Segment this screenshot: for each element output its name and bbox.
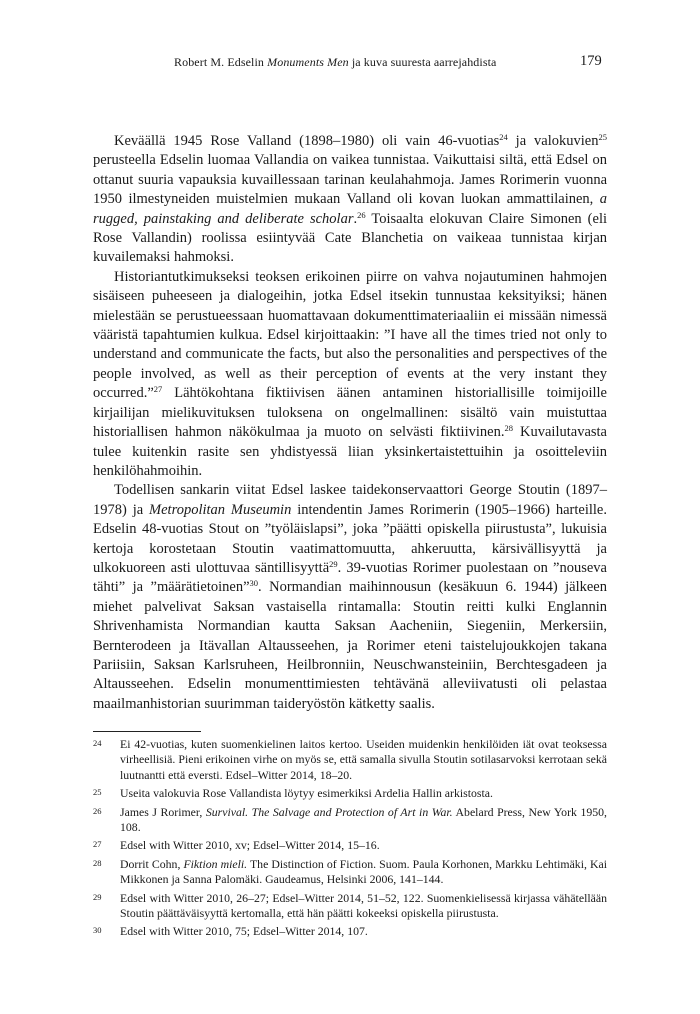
footnote	[93, 737, 607, 783]
running-subtitle: ja kuva suuresta aarrejahdista	[348, 55, 497, 69]
page-number: 179	[580, 53, 602, 69]
text-run: Kuvailutavasta tulee kuitenkin rasite sen yhdistyessä liian yksinkertaistettuihin ja osoitteleviin henkilöhahmoihin.	[93, 424, 607, 479]
italic-text: Survival. The Salvage and Protection of Art in War.	[205, 804, 453, 819]
text-run: Todellisen sankarin viitat Edsel laskee taidekonservaattori George Stoutin (1897–1978) ja	[93, 482, 607, 518]
italic-text: Metropolitan Museumin	[149, 501, 292, 518]
footnote-ref: 25	[598, 132, 607, 142]
text-run: . Normandian maihinnousun (kesäkuun 6. 1944) jälkeen miehet palvelivat Saksan vastaisella rintamalla: Stoutin reitti kulki Englannin Shrivenhamista Normandian kautta Saksan Aacheniin, Siegeniin, Merkersiin, Bernterodeen ja Itävallan Altausseehen, ja Rorimer eteni taistelujoukkojen takana Pariisiin, Saksan Karlsruheen, Heilbronniin, Neuschwansteiniin, Berchtesgadeen ja Altausseehen. Edselin monumenttimiesten tehtävänä alleviivatusti oli pelastaa maailmanhistorian suurimman taideryöstön kätketty saalis.	[93, 579, 607, 712]
footnote-number: 25	[93, 787, 102, 798]
running-author: Robert M. Edselin	[174, 55, 268, 69]
footnote-ref: 26	[357, 209, 366, 220]
italic-text: Fiktion mieli.	[183, 856, 248, 871]
text-run: intendentin James Rorimerin (1905–1966) harteille. Edselin 48-vuotias Stout on ”työläislapsi”, joka ”päätti opiskella piirustusta”, lukuisia kertoja korostetaan Stoutin vaatimattomuutta, ahkeruutta, kärsivällisyyttä ja ulkokuoreen asti ulottuvaa säntillisyyttä	[93, 501, 607, 576]
text-run: Abelard Press, New York 1950, 108.	[120, 804, 607, 835]
footnotes	[93, 737, 607, 943]
footnote	[93, 805, 607, 836]
footnote-number: 27	[93, 839, 102, 850]
body-text	[93, 132, 607, 714]
footnote	[93, 924, 607, 939]
footnote-number: 26	[93, 805, 102, 816]
paragraph	[93, 268, 607, 481]
footnote-number: 29	[93, 891, 102, 902]
paragraph	[93, 481, 607, 714]
text-run: Useita valokuvia Rose Vallandista löytyy esimerkiksi Ardelia Hallin arkistosta.	[120, 786, 493, 801]
text-run: Dorrit Cohn,	[120, 856, 184, 871]
footnote-ref: 24	[499, 132, 508, 142]
text-run: Historiantutkimukseksi teoksen erikoinen piirre on vahva nojautuminen hahmojen sisäiseen puheeseen ja dialogeihin, jotka Edsel itsekin tunnustaa keksityiksi; hänen mielestään se perustueessaan huomattavaan dokumenttimateriaaliin ei missään nimessä vääristä tapahtumien kulkua. Edsel kirjoittaakin: ”I have all the times tried not only to understand and communicate the facts, but also the personalities and perspectives of the people involved, as well as their perception of events at the very instant they occurred.”	[93, 268, 607, 402]
footnote-ref: 30	[249, 578, 259, 589]
text-run: .	[353, 210, 358, 227]
footnote	[93, 838, 607, 853]
footnote-ref: 29	[329, 558, 338, 569]
text-run: Lähtökohtana fiktiivisen äänen antaminen historiallisille toimijoille kirjailijan mielikuvituksen tuloksena on ongelmallinen: sisältö vain muistuttaa historiallisen hahmon näkökulmaa ja muoto on selvästi fiktiivinen.	[93, 385, 607, 441]
footnote	[93, 857, 607, 888]
text-run: ja valokuvien	[507, 133, 599, 149]
footnote-ref: 27	[153, 384, 163, 395]
running-title	[174, 55, 496, 70]
text-run: James J Rorimer,	[120, 804, 206, 819]
footnote-ref: 28	[504, 423, 513, 434]
text-run: Toisaalta elokuvan Claire Simonen (eli Rose Vallandin) roolissa esiintyvää Cate Blanchetia on vaikeaa tunnistaa kirjan kuvailemaksi hahmoksi.	[93, 210, 607, 266]
paragraph	[93, 132, 607, 268]
footnote	[93, 891, 607, 922]
footnote	[93, 786, 607, 801]
running-book-title: Monuments Men	[267, 55, 349, 69]
italic-text: a rugged, painstaking and deliberate scholar	[93, 191, 607, 227]
text-run: Ei 42-vuotias, kuten suomenkielinen laitos kertoo. Useiden muidenkin henkilöiden iät ovat teoksessa virheellisiä. Pieni erikoinen virhe on myös se, että samalla sivulla Stoutin sotilasarvoksi kerrotaan sekä luutnantti että eversti. Edsel–Witter 2014, 18–20.	[120, 737, 607, 782]
footnote-number: 24	[93, 738, 102, 748]
text-run: . 39-vuotias Rorimer puolestaan on ”nouseva tähti” ja ”määrätietoinen”	[93, 559, 607, 596]
footnote-rule	[93, 731, 201, 732]
text-run: Edsel with Witter 2010, 75; Edsel–Witter 2014, 107.	[120, 924, 368, 939]
footnote-number: 28	[93, 857, 102, 868]
text-run: Edsel with Witter 2010, 26–27; Edsel–Witter 2014, 51–52, 122. Suomenkielisessä kirjassa vähätellään Stoutin päättäväisyyttä kertomalla, että hän päätti kokeeksi opiskella piirustusta.	[120, 890, 607, 921]
running-header	[0, 53, 700, 73]
text-run: Keväällä 1945 Rose Valland (1898–1980) oli vain 46-vuotias	[114, 133, 500, 149]
text-run: perusteella Edselin luomaa Vallandia on vaikea tunnistaa. Vaikuttaisi siltä, että Edsel on ottanut suuria vapauksia kuvaillessaan tarinan keulahahmoja. James Rorimerin vuonna 1950 ilmestyneiden muistelmien mukaan Valland oli kovan luokan ammattilainen,	[93, 152, 607, 208]
text-run: Edsel with Witter 2010, xv; Edsel–Witter 2014, 15–16.	[120, 838, 380, 853]
text-run: The Distinction of Fiction. Suom. Paula Korhonen, Markku Lehtimäki, Kai Mikkonen ja Sanna Palomäki. Gaudeamus, Helsinki 2006, 141–144.	[120, 856, 608, 887]
footnote-number: 30	[93, 925, 102, 936]
